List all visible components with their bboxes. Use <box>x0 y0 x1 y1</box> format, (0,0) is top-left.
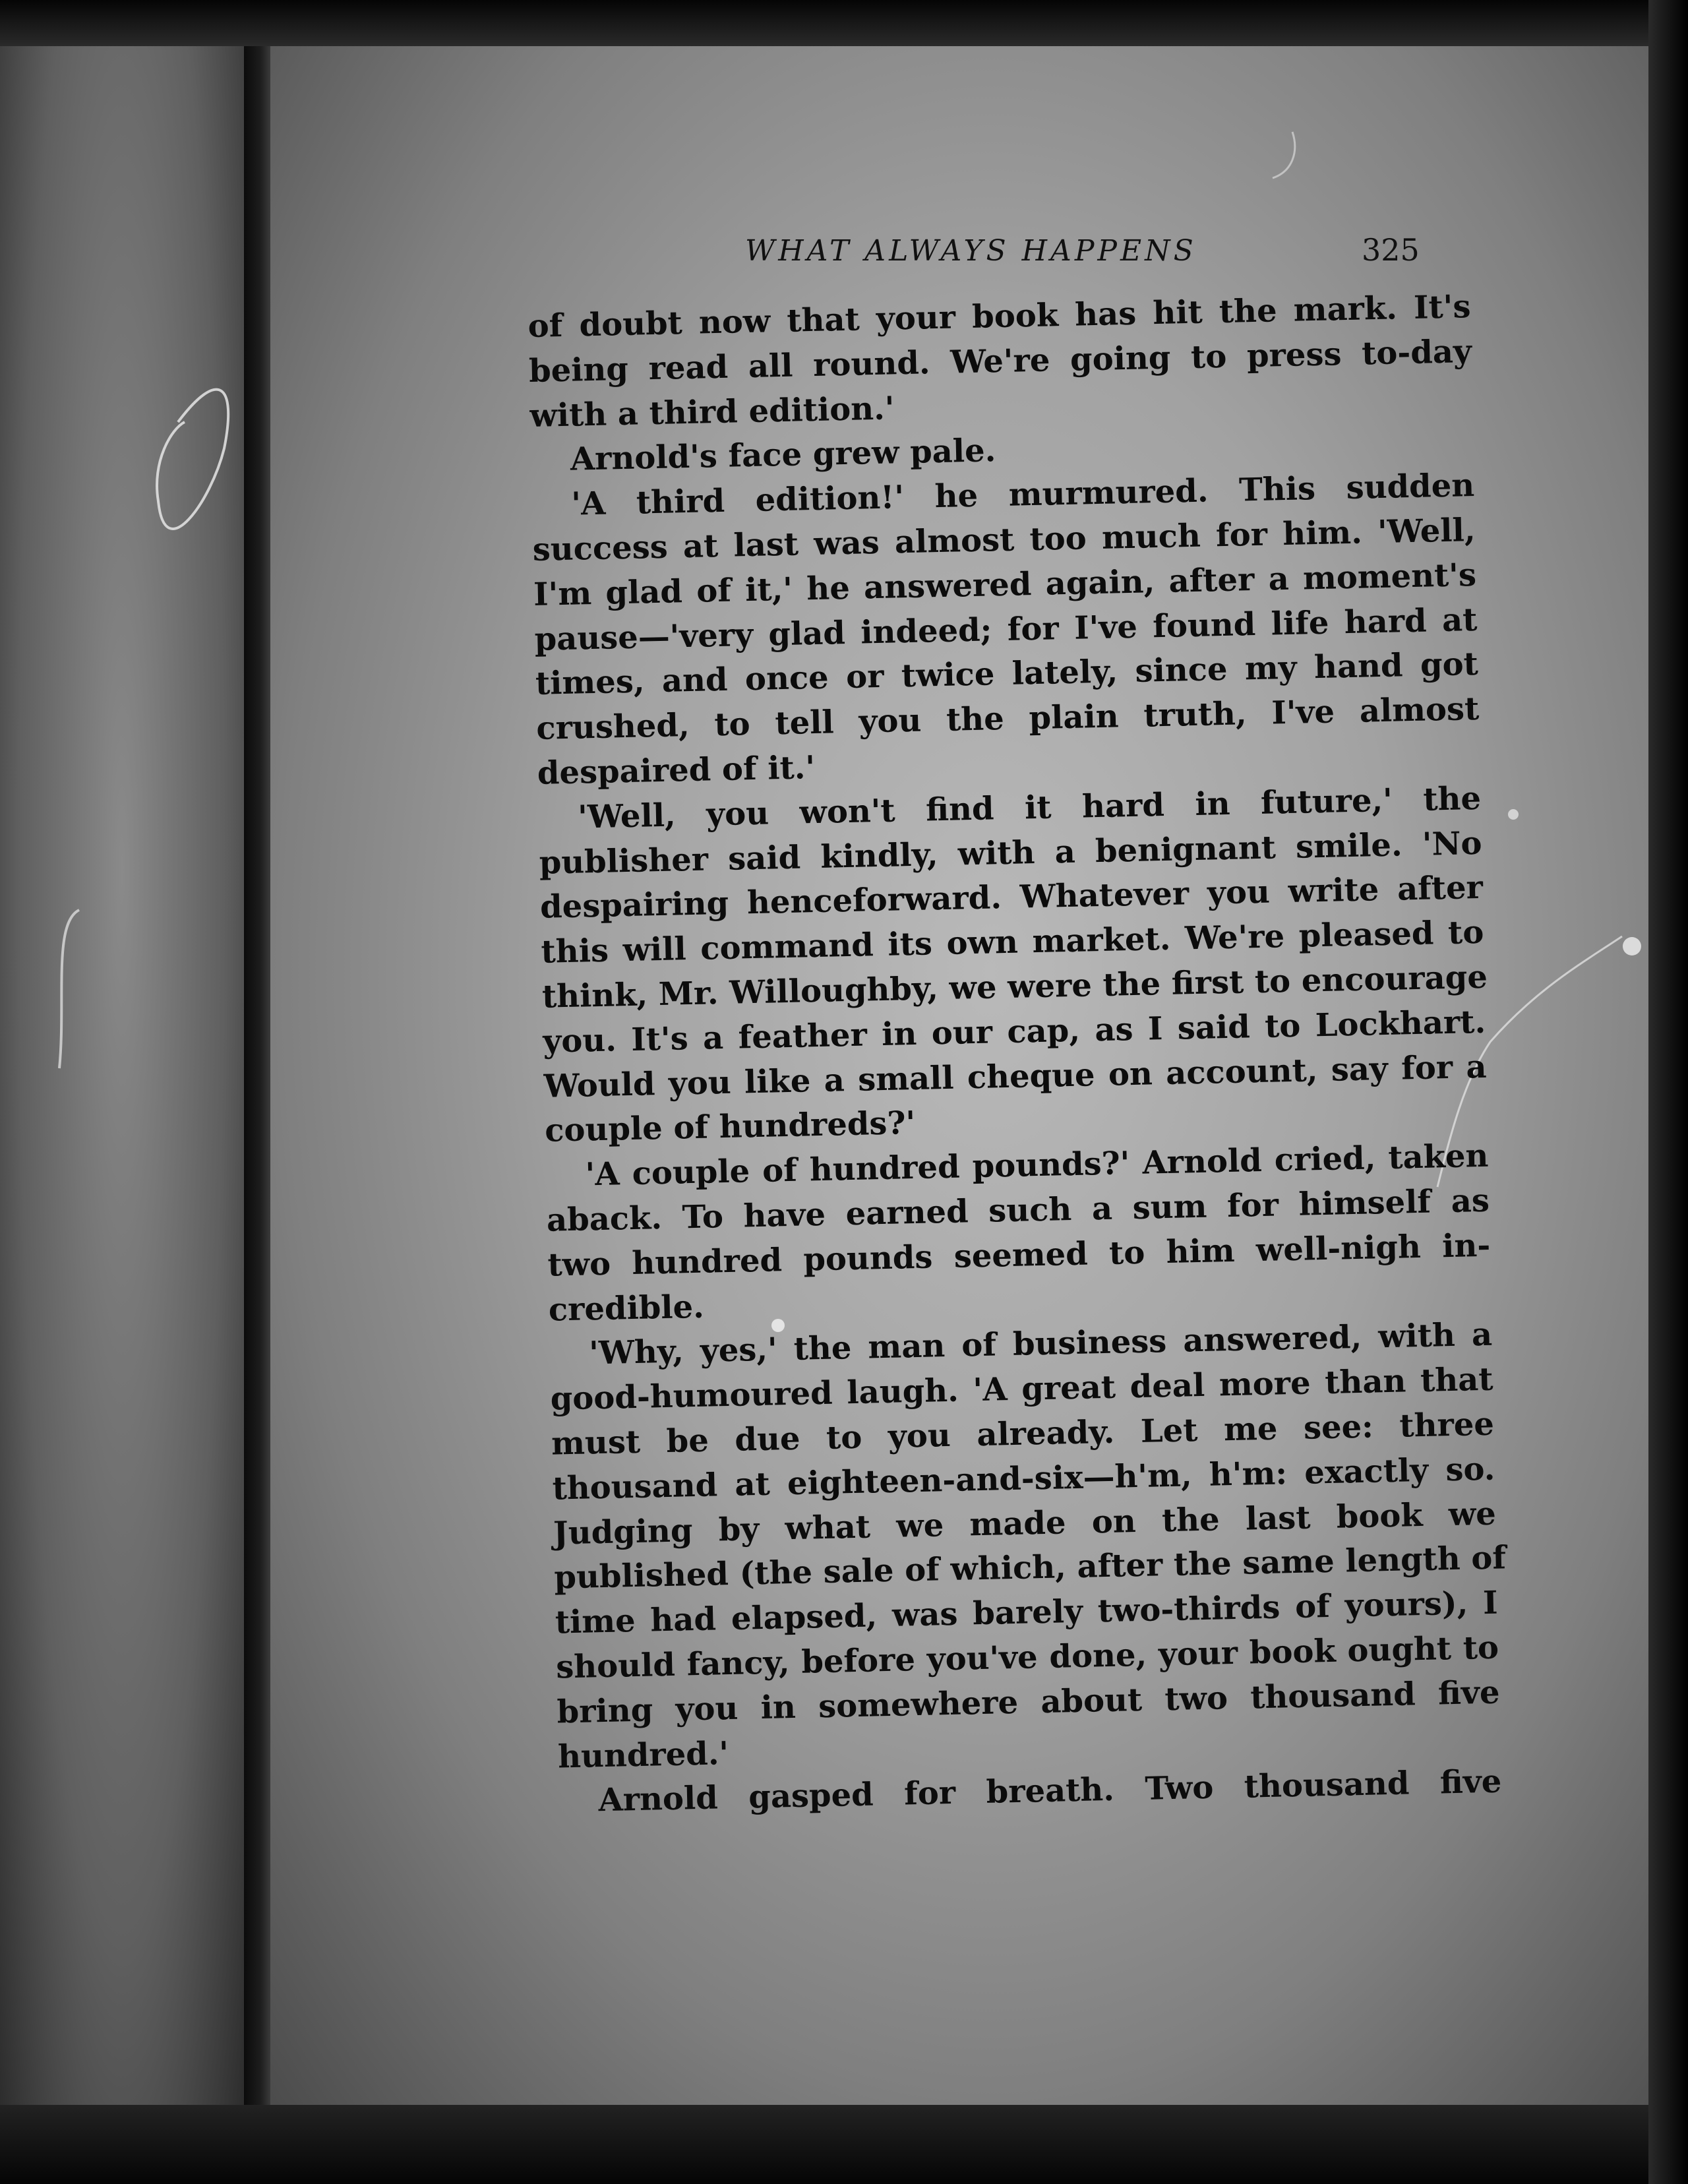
text-line: pause—'very glad indeed; for I've found life hard at <box>534 601 1478 658</box>
text-line: 'Why, yes,' the man of business answered, with a <box>588 1316 1493 1372</box>
text-line: despairing henceforward. Whatever you write after <box>539 869 1484 926</box>
text-line: think, Mr. Willoughby, we were the first to encourage <box>541 958 1488 1016</box>
body-text <box>528 285 1507 1825</box>
text-line: being read all round. We're going to press to-day <box>528 332 1472 390</box>
text-line: hundred.' <box>557 1734 729 1776</box>
text-line: couple of hundreds?' <box>544 1105 916 1150</box>
text-line: success at last was almost too much for him. 'Well, <box>532 511 1476 568</box>
text-line: must be due to you already. Let me see: three <box>551 1405 1495 1463</box>
text-line: Arnold gasped for breath. Two thousand five <box>597 1763 1502 1819</box>
text-line: bring you in somewhere about two thousand five <box>557 1674 1500 1731</box>
text-line: times, and once or twice lately, since my hand got <box>535 646 1479 703</box>
running-title: WHAT ALWAYS HAPPENS <box>745 234 1197 268</box>
text-line: aback. To have earned such a sum for himself as <box>546 1182 1490 1239</box>
text-line: despaired of it.' <box>537 748 816 792</box>
text-line: Arnold's face grew pale. <box>570 432 996 479</box>
text-line: of doubt now that your book has hit the mark. It's <box>528 288 1471 345</box>
text-line: 'A couple of hundred pounds?' Arnold cried, taken <box>585 1137 1489 1194</box>
text-line: published (the sale of which, after the same length of <box>553 1539 1507 1596</box>
text-line: you. It's a feather in our cap, as I said to Lockhart. <box>542 1003 1486 1060</box>
text-line: 'Well, you won't find it hard in future,' the <box>577 779 1482 836</box>
text-line: Would you like a small cheque on account, say for a <box>543 1048 1488 1105</box>
text-line: two hundred pounds seemed to him well-nigh in- <box>547 1227 1491 1284</box>
text-line: crushed, to tell you the plain truth, I've almost <box>535 690 1480 748</box>
text-line: I'm glad of it,' he answered again, after a moment's <box>533 556 1477 613</box>
text-line: Judging by what we made on the last book we <box>553 1495 1497 1552</box>
text-line: credible. <box>548 1288 705 1329</box>
text-line: 'A third edition!' he murmured. This sudden <box>570 467 1475 523</box>
text-line: time had elapsed, was barely two-thirds of yours), I <box>555 1584 1499 1641</box>
text-line: thousand at eighteen-and-six—h'm, h'm: exactly so. <box>552 1450 1495 1507</box>
text-line: this will command its own market. We're pleased to <box>540 913 1484 971</box>
text-line: with a third edition.' <box>529 389 895 435</box>
text-line: good-humoured laugh. 'A great deal more than that <box>550 1360 1494 1418</box>
page-number: 325 <box>1362 232 1420 268</box>
text-line: publisher said kindly, with a benignant smile. 'No <box>539 824 1483 882</box>
text-line: should fancy, before you've done, your book ought to <box>555 1629 1499 1686</box>
